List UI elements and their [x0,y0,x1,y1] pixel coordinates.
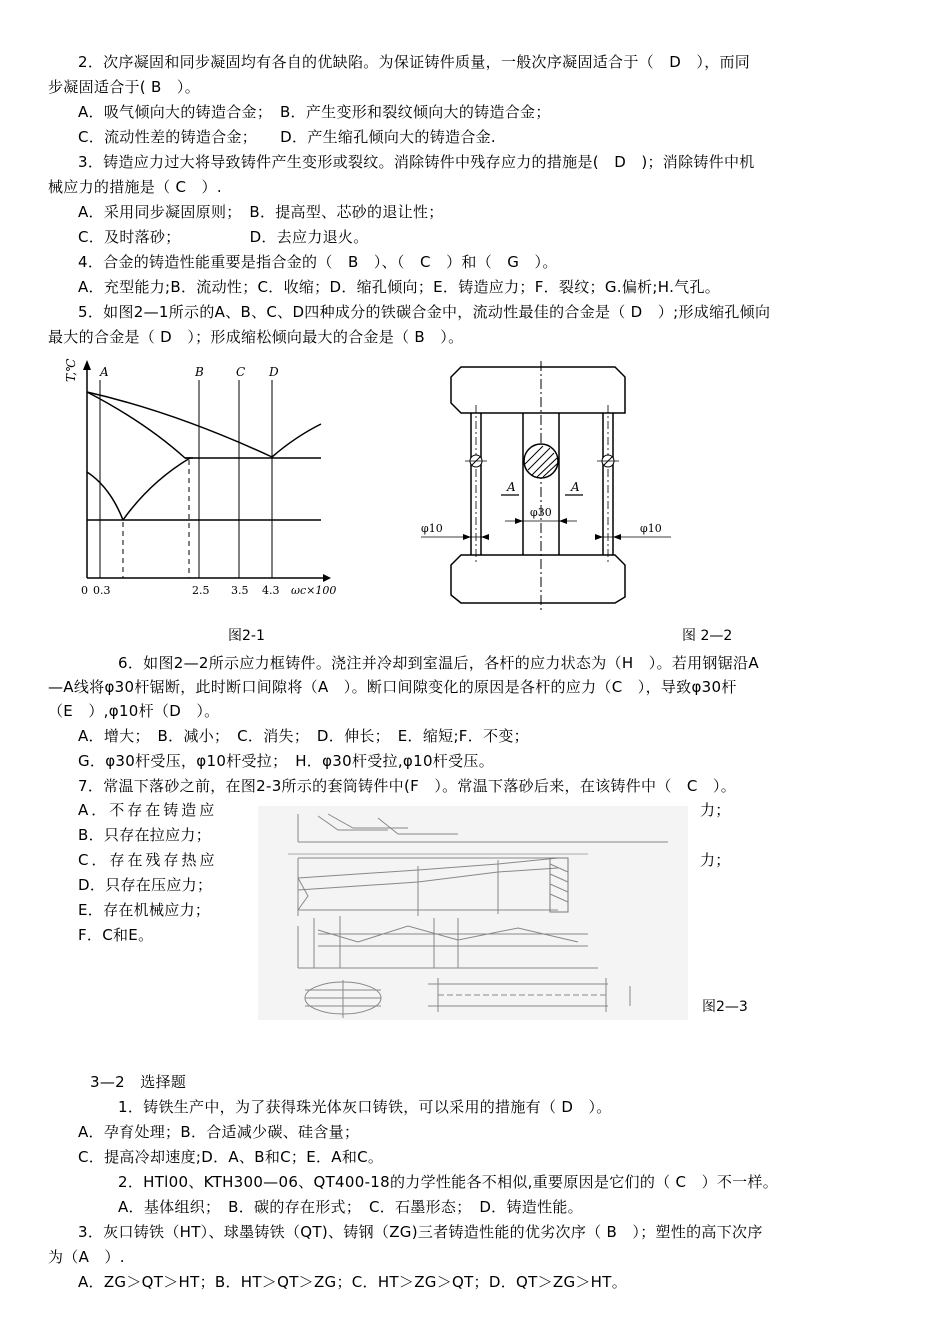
fig1-xtick-25: 2.5 [192,584,210,597]
s2-q3-line-2: 为（A ）. [48,1248,125,1266]
fig2-dim-phi10-right: φ10 [640,522,662,535]
q6-options-1: A．增大； B．减小； C．消失； D．伸长； E．缩短;F．不变； [78,727,529,745]
s2-q1-line: 1．铸铁生产中，为了获得珠光体灰口铸铁，可以采用的措施有（ D ）。 [118,1098,612,1116]
fig1-xtick-35: 3.5 [231,584,249,597]
fig1-xtick-0: 0 [81,584,88,597]
q6-line-3: （E ）,φ10杆（D ）。 [48,702,220,720]
fig1-caption: 图2-1 [228,628,265,644]
q3-options-cd: C．及时落砂； D．去应力退火。 [78,228,369,246]
q2-line-2: 步凝固适合于( B ）。 [48,78,201,96]
q2-line-1: 2．次序凝固和同步凝固均有各自的优缺陷。为保证铸件质量，一般次序凝固适合于（ D ），而同 [78,53,751,71]
q5-line-2: 最大的合金是（ D ）；形成缩松倾向最大的合金是（ B ）。 [48,328,464,346]
figure-2-2-stress-frame [415,355,685,615]
fig2-dim-phi10-left: φ10 [421,522,443,535]
section-3-2-heading: 3—2 选择题 [90,1073,187,1091]
q7-option-e: E．存在机械应力； [78,901,211,919]
q7-line-1: 7．常温下落砂之前，在图2-3所示的套筒铸件中(F ）。常温下落砂后来，在该铸件中（ C ）。 [78,777,737,795]
q5-line-1: 5．如图2—1所示的A、B、C、D四种成分的铁碳合金中，流动性最佳的合金是（ D ）;形成缩孔倾向 [78,303,771,321]
q7-option-c-end: 力； [700,851,731,869]
fig2-dim-phi30: φ30 [530,506,552,519]
q3-line-1: 3．铸造应力过大将导致铸件产生变形或裂纹。消除铸件中残存应力的措施是( D )；消除铸件中机 [78,153,755,171]
q7-option-a-end: 力； [700,801,731,819]
s2-q2-line: 2．HTl00、KTH300—06、QT400-18的力学性能各不相似,重要原因是它们的（ C ）不一样。 [118,1173,779,1191]
s2-q3-line-1: 3．灰口铸铁（HT）、球墨铸铁（QT)、铸钢（ZG)三者铸造性能的优劣次序（ B ）；塑性的高下次序 [78,1223,763,1241]
fig2-section-a-right: A [571,480,580,494]
fig1-xtick-03: 0.3 [93,584,111,597]
fig1-label-d: D [269,365,279,379]
q3-line-2: 械应力的措施是（ C ）. [48,178,222,196]
figure-2-1-phase-diagram [55,352,355,607]
fig1-ylabel: T,℃ [64,358,78,382]
figure-2-3-sleeve-casting [258,806,688,1020]
q7-option-a: A．不存在铸造应 [78,801,218,819]
fig2-caption: 图 2—2 [682,628,733,644]
q7-option-f: F．C和E。 [78,926,154,944]
fig2-section-a-left: A [507,480,516,494]
q4-line: 4．合金的铸造性能重要是指合金的（ B ）、（ C ）和（ G ）。 [78,253,558,271]
fig1-label-a: A [100,365,109,379]
s2-q3-options: A．ZG＞QT＞HT；B．HT＞QT＞ZG；C．HT＞ZG＞QT；D．QT＞ZG＞HT。 [78,1273,628,1291]
fig1-label-c: C [236,365,246,379]
fig1-xlabel: ωc×100 [291,584,337,597]
s2-q2-options: A．基体组织； B．碳的存在形式； C．石墨形态； D．铸造性能。 [118,1198,583,1216]
q4-options: A．充型能力;B．流动性；C．收缩；D．缩孔倾向；E．铸造应力；F．裂纹；G.偏析;H.气孔。 [78,278,721,296]
q2-options-ab: A．吸气倾向大的铸造合金； B．产生变形和裂纹倾向大的铸造合金； [78,103,551,121]
s2-q1-options-1: A．孕育处理；B．合适减少碳、硅含量； [78,1123,360,1141]
q7-option-b: B．只存在拉应力； [78,826,211,844]
fig1-xtick-43: 4.3 [262,584,280,597]
q3-options-ab: A．采用同步凝固原则； B．提高型、芯砂的退让性； [78,203,444,221]
q6-options-2: G．φ30杆受压，φ10杆受拉； H．φ30杆受拉,φ10杆受压。 [78,752,495,770]
q6-line-1: 6．如图2—2所示应力框铸件。浇注并冷却到室温后，各杆的应力状态为（H ）。若用钢锯沿A [118,654,759,672]
s2-q1-options-2: C．提高冷却速度;D．A、B和C；E．A和C。 [78,1148,384,1166]
fig3-caption: 图2—3 [702,999,748,1015]
q2-options-cd: C．流动性差的铸造合金； D．产生缩孔倾向大的铸造合金. [78,128,496,146]
q6-line-2: —A线将φ30杆锯断，此时断口间隙将（A ）。断口间隙变化的原因是各杆的应力（C ），导致φ30杆 [48,678,737,696]
fig1-label-b: B [195,365,204,379]
q7-option-d: D．只存在压应力； [78,876,213,894]
q7-option-c: C．存在残存热应 [78,851,218,869]
